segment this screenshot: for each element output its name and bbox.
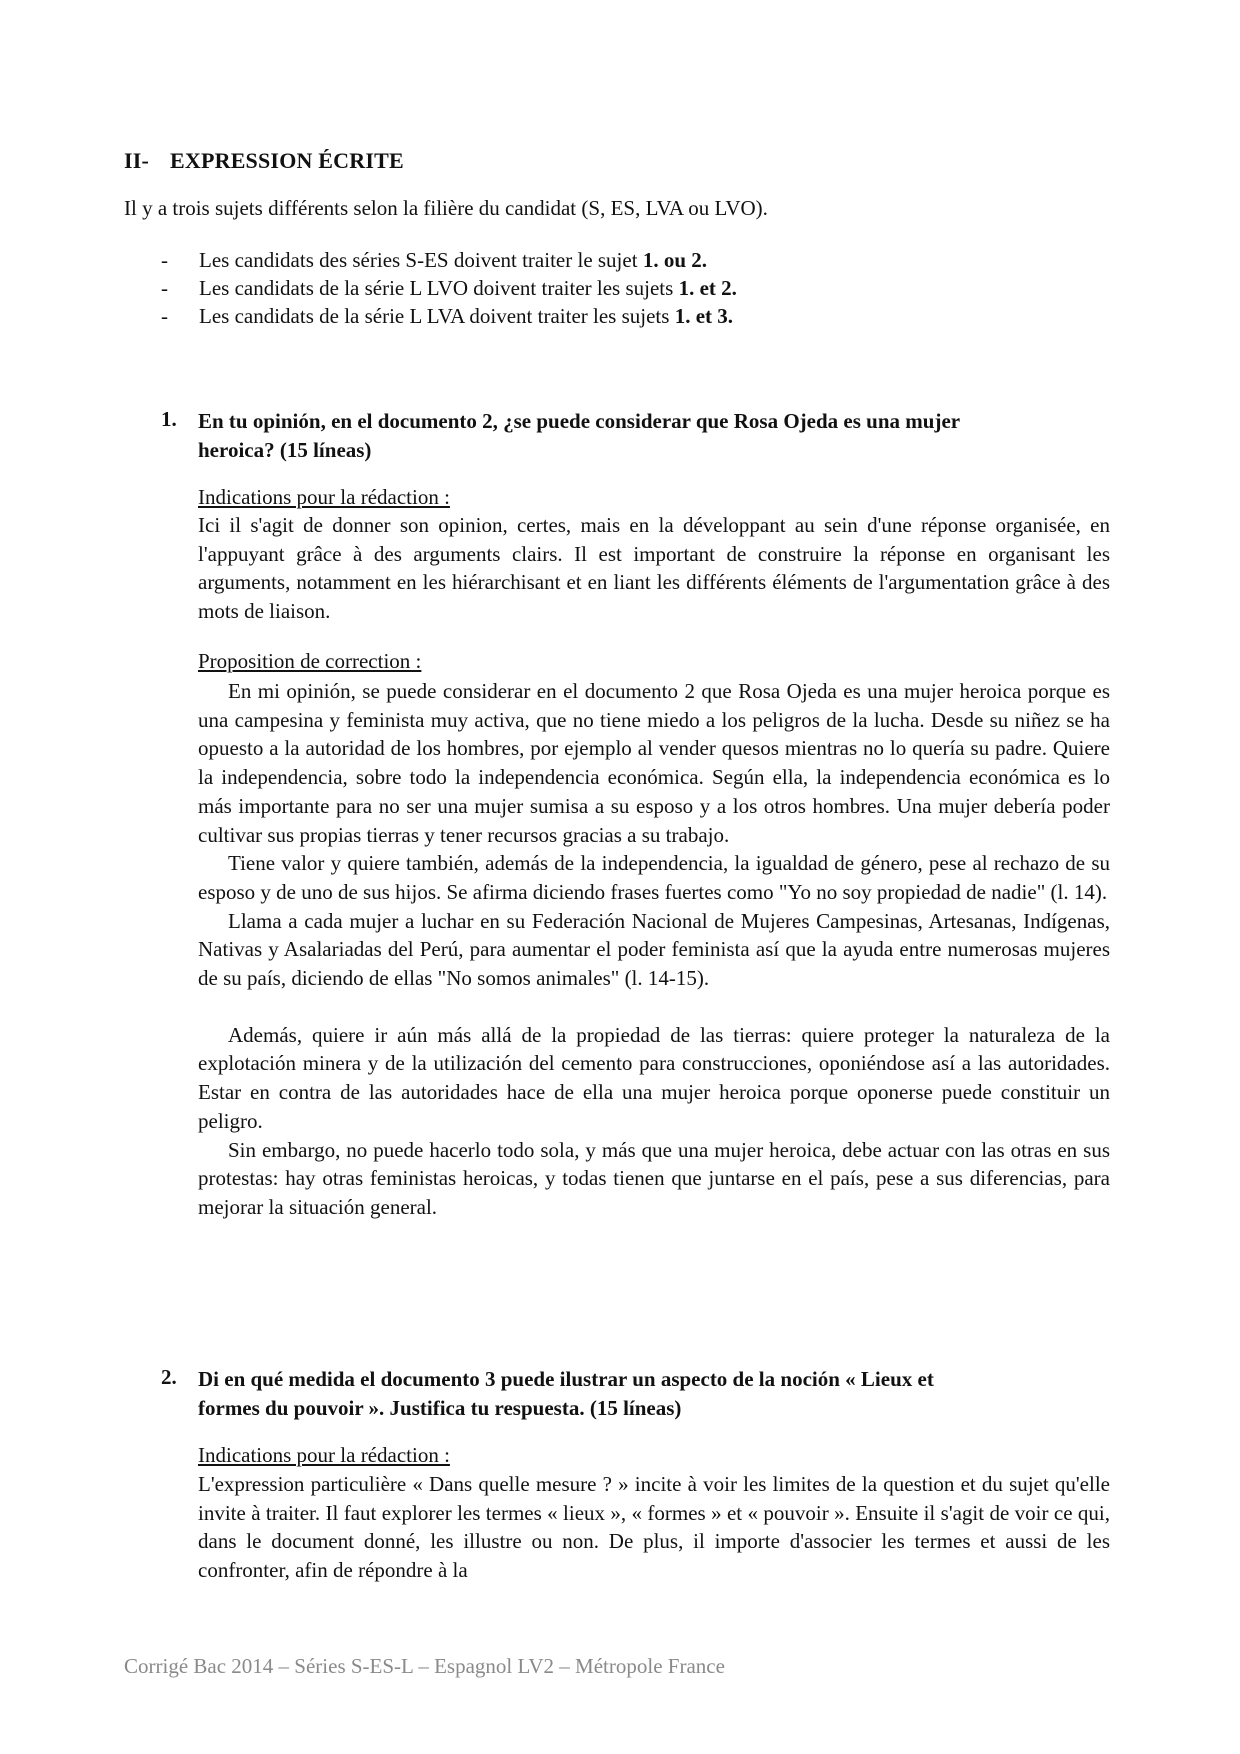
paragraph: Además, quiere ir aún más allá de la propiedad de las tierras: quiere proteger la naturaleza de la explotación minera y de la utilización del cemento para construcciones, oponiéndose así a las autoridades. Estar en contra de las autoridades hace de ella una mujer heroica porque oponerse puede constituir un peligro. (198, 1022, 1110, 1133)
paragraph: L'expression particulière « Dans quelle mesure ? » incite à voir les limites de la question et du sujet qu'elle invite à traiter. Il faut explorer les termes « lieux », « formes » et « pouvoir ». Ensuite il s'agit de voir ce qui, dans le document donné, les illustre ou non. De plus, il importe d'associer les termes et aussi de les confronter, afin de répondre à la (198, 1472, 1110, 1583)
question-1-indications-label: Indications pour la rédaction : (198, 485, 450, 509)
question-1-indications-text (198, 511, 1110, 626)
question-2-title (198, 1365, 1110, 1423)
bullet-text: Les candidats de la série L LVO doivent traiter les sujets (199, 276, 679, 300)
bullet-bold: 1. et 2. (678, 276, 737, 300)
bullet-text: Les candidats de la série L LVA doivent traiter les sujets (199, 304, 675, 328)
question-1-title (198, 407, 1110, 465)
question-1-title-line1: En tu opinión, en el documento 2, ¿se puede considerar que Rosa Ojeda es una mujer (198, 409, 961, 433)
bullet-bold: 1. ou 2. (642, 248, 707, 272)
question-2-indications-label: Indications pour la rédaction : (198, 1443, 450, 1467)
paragraph: Tiene valor y quiere también, además de la independencia, la igualdad de género, pese al rechazo de su esposo y de uno de sus hijos. Se afirma diciendo frases fuertes como "Yo no soy propiedad de nadie" (l. 14). (198, 851, 1110, 904)
paragraph: Ici il s'agit de donner son opinion, certes, mais en la développant au sein d'une réponse organisée, en l'appuyant grâce à des arguments clairs. Il est important de construire la réponse en organisant les arguments, notamment en les hiérarchisant et en liant les différents éléments de l'argumentation grâce à des mots de liaison. (198, 513, 1110, 624)
question-2-title-line1: Di en qué medida el documento 3 puede ilustrar un aspecto de la noción « Lieux et (198, 1367, 934, 1391)
paragraph: En mi opinión, se puede considerar en el documento 2 que Rosa Ojeda es una mujer heroica porque es una campesina y feminista muy activa, que no tiene miedo a los peligros de la lucha. Desde su niñez se ha opuesto a la autoridad de los hombres, por ejemplo al vender quesos mientras no lo quería su padre. Quiere la independencia, sobre todo la independencia económica. Según ella, la independencia económica es lo más importante para no ser una mujer sumisa a su esposo y a los otros hombres. Una mujer debería poder cultivar sus propias tierras y tener recursos gracias a su trabajo. (198, 679, 1110, 847)
list-item: - Les candidats de la série L LVO doivent traiter les sujets 1. et 2. (161, 276, 737, 300)
bullet-bold: 1. et 3. (674, 304, 734, 328)
intro-text: Il y a trois sujets différents selon la filière du candidat (S, ES, LVA ou LVO). (124, 196, 768, 220)
list-item: - Les candidats des séries S-ES doivent traiter le sujet 1. ou 2. (161, 248, 707, 272)
question-1-correction-label: Proposition de correction : (198, 649, 422, 673)
bullet-text: Les candidats des séries S-ES doivent traiter le sujet (199, 248, 643, 272)
section-title (124, 148, 404, 174)
question-2-title-line2: formes du pouvoir ». Justifica tu respuesta. (15 líneas) (198, 1396, 682, 1420)
question-1-title-line2: heroica? (15 líneas) (198, 438, 372, 462)
section-heading: EXPRESSION ÉCRITE (170, 148, 404, 173)
list-item: - Les candidats de la série L LVA doivent traiter les sujets 1. et 3. (161, 304, 734, 328)
question-2-indications-text (198, 1470, 1110, 1585)
page-footer: Corrigé Bac 2014 – Séries S-ES-L – Espagnol LV2 – Métropole France (124, 1654, 725, 1678)
paragraph: Llama a cada mujer a luchar en su Federación Nacional de Mujeres Campesinas, Artesanas, Indígenas, Nativas y Asalariadas del Perú, para aumentar el poder feminista así que la ayuda entre numerosas mujeres de su país, diciendo de ellas "No somos animales" (l. 14-15). (198, 908, 1110, 991)
question-1-correction (198, 677, 1110, 1222)
question-2-number: 2. (161, 1365, 177, 1389)
paragraph: Sin embargo, no puede hacerlo todo sola, y más que una mujer heroica, debe actuar con las otras en sus protestas: hay otras feministas heroicas, y todas tienen que juntarse en el país, pese a sus diferencias, para mejorar la situación general. (198, 1137, 1110, 1219)
bullet-list (161, 246, 737, 330)
section-number: II- (124, 148, 150, 173)
question-1-number: 1. (161, 407, 177, 431)
